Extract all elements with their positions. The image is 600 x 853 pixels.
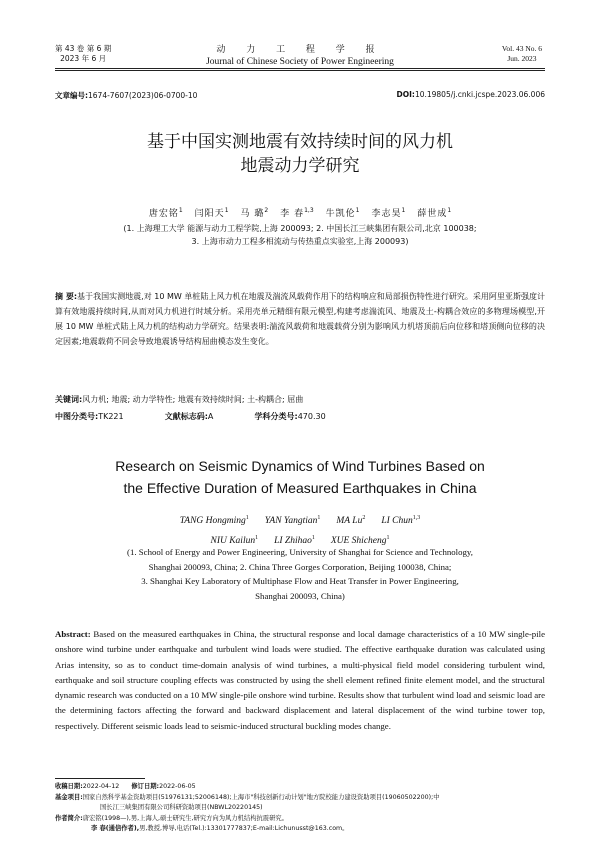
affiliation-en-line4: Shanghai 200093, China) (255, 590, 345, 601)
subject-label: 学科分类号: (254, 412, 298, 421)
title-en-line2: the Effective Duration of Measured Earthquakes in China (123, 480, 477, 496)
header-volume-en (502, 44, 542, 64)
article-number-label: 文章编号: (55, 91, 88, 100)
journal-name-en: Journal of Chinese Society of Power Engineering (206, 57, 394, 67)
authors-cn (60, 206, 540, 219)
doi-label: DOI: (396, 90, 415, 99)
author-en: XUE Shicheng$^1$ (330, 535, 390, 547)
author-en: LI Chun$^{1,3}$ (381, 515, 421, 527)
classification-cn (55, 411, 545, 422)
title-cn (60, 130, 540, 178)
doi-value: 10.19805/j.cnki.jcspe.2023.06.006 (414, 90, 545, 99)
abstract-en-text: Based on the measured earthquakes in China, the structural response and local damage characteristics of a 10 MW single-pile onshore wind turbine under earthquake and turbulent wind loads were studied. The effective earthquake duration was calculated using Arias intensity, so as to conduct time-domain analysis of wind turbines, a multi-physical field model considering turbulent wind, earthquake and soil structure coupling effects was constructed by using the shell element refined finite element model, and the structural dynamic research was conducted on a 10 MW single-pile onshore wind turbine. Results show that turbulent wind load and seismic load are the determining factors affecting the forward and backward displacement and lateral displacement of the wind turbine tower top, respectively. Different seismic loads lead to seismic-induced structural buckling modes change. (55, 629, 545, 731)
doc-code-value: A (207, 412, 214, 421)
received-label: 收稿日期: (55, 783, 83, 790)
header-rule-thin (55, 70, 545, 71)
fund-text-line1: 国家自然科学基金资助项目(51976131;52006148);上海市"科技创新行动计划"地方院校能力建设资助项目(19060502200);中 (82, 793, 440, 801)
footnote-dates (55, 782, 555, 793)
corresponding-label: 李 春(通信作者), (91, 825, 140, 832)
author-intro-label: 作者简介: (55, 814, 83, 822)
revised-label: 修订日期: (131, 783, 160, 790)
author-cn: 唐宏铭$^1$ (148, 207, 183, 219)
author-cn: 薛世成$^1$ (417, 207, 452, 219)
title-en (60, 455, 540, 499)
header-rule (55, 68, 545, 69)
corresponding-text: 男,教授,博导,电话(Tel.):13301777837;E-mail:Lichunusst@163.com。 (139, 825, 349, 832)
doi (397, 90, 545, 99)
footnote-author-intro (55, 814, 555, 825)
header-date-en: Jun. 2023 (507, 54, 537, 63)
author-en: YAN Yangtian$^1$ (264, 515, 321, 527)
journal-name-cn: 动 力 工 程 学 报 (216, 45, 384, 55)
article-number (55, 90, 197, 101)
footnote-fund-cont: 国长江三峡集团有限公司科研资助项目(NBWL20220145) (100, 804, 263, 811)
abstract-en (55, 627, 545, 734)
authors-en-line1 (60, 510, 540, 530)
affiliation-en-line2: Shanghai 200093, China; 2. China Three Gorges Corporation, Beijing 100038, China; (148, 561, 452, 572)
author-cn: 李 春$^{1,3}$ (280, 207, 314, 219)
header-date: 2023 年 6 月 (60, 54, 107, 63)
title-en-line1: Research on Seismic Dynamics of Wind Turbines Based on (115, 458, 485, 474)
author-cn: 闫阳天$^1$ (194, 207, 229, 219)
author-cn: 李志昊$^1$ (371, 207, 406, 219)
subject-value: 470.30 (297, 412, 326, 421)
fund-label: 基金项目: (55, 793, 83, 801)
keywords-cn-label: 关键词: (55, 395, 83, 404)
affiliation-en-line3: 3. Shanghai Key Laboratory of Multiphase Flow and Heat Transfer in Power Engineering, (141, 576, 459, 586)
clc-label: 中图分类号: (55, 412, 99, 421)
footnote-rule (55, 778, 145, 779)
title-cn-line2: 地震动力学研究 (240, 156, 360, 176)
author-en: LI Zhihao$^1$ (274, 535, 315, 547)
footnotes (55, 782, 555, 835)
author-en: NIU Kailun$^1$ (210, 535, 259, 547)
footnote-corresponding (55, 824, 555, 835)
keywords-cn (55, 394, 545, 405)
abstract-cn (55, 289, 545, 349)
header-volume (55, 44, 111, 64)
article-number-value: 1674-7607(2023)06-0700-10 (88, 91, 198, 100)
author-en: TANG Hongming$^1$ (179, 515, 249, 527)
author-en: MA Lu$^2$ (336, 515, 366, 527)
revised-date: 2022-06-05 (159, 783, 196, 790)
affiliation-cn-line1: (1. 上海理工大学 能源与动力工程学院,上海 200093; 2. 中国长江三峡集团有限公司,北京 100038; (123, 224, 477, 233)
title-cn-line1: 基于中国实测地震有效持续时间的风力机 (147, 132, 453, 152)
header-volume-issue: 第 43 卷 第 6 期 (55, 44, 112, 53)
abstract-en-label: Abstract: (55, 629, 91, 639)
doc-code-label: 文献标志码: (164, 412, 208, 421)
abstract-cn-label: 摘 要: (55, 292, 78, 301)
header-journal (170, 42, 430, 67)
affiliation-en-line1: (1. School of Energy and Power Engineering, University of Shanghai for Science and Technology, (127, 547, 473, 557)
footnote-fund (55, 793, 555, 804)
header-volume-issue-en: Vol. 43 No. 6 (501, 44, 542, 53)
received-date: 2022-04-12 (82, 783, 120, 790)
author-cn: 牛凯伦$^1$ (325, 207, 360, 219)
clc-value: TK221 (98, 412, 124, 421)
keywords-cn-text: 风力机; 地震; 动力学特性; 地震有效持续时间; 土-构耦合; 屈曲 (82, 395, 304, 404)
abstract-cn-text: 基于我国实测地震,对 10 MW 单桩陆上风力机在地震及湍流风载荷作用下的结构响应和局部损伤特性进行研究。采用阿里亚斯强度计算有效地震持续时间,从而对风力机进行时域分析。采用壳单元精细有限元模型,构建考虑湍流风、地震及土-构耦合效应的多物理场模型,开展 10 MW 单桩式陆上风力机的结构动力学研究。结果表明:湍流风载荷和地震载荷分别为影响风力机塔顶前后向位移和塔顶侧向位移的决定因素;地震载荷不同会导致地震诱导结构屈曲模态发生变化。 (55, 292, 545, 346)
author-intro-text: 唐宏铭(1998—),男,上海人,硕士研究生,研究方向为风力机结构抗震研究。 (82, 814, 288, 822)
affiliations-en (55, 545, 545, 603)
author-cn: 马 璐$^2$ (240, 207, 269, 219)
affiliations-cn (60, 222, 540, 248)
affiliation-cn-line2: 3. 上海市动力工程多相流动与传热重点实验室,上海 200093) (191, 237, 409, 246)
